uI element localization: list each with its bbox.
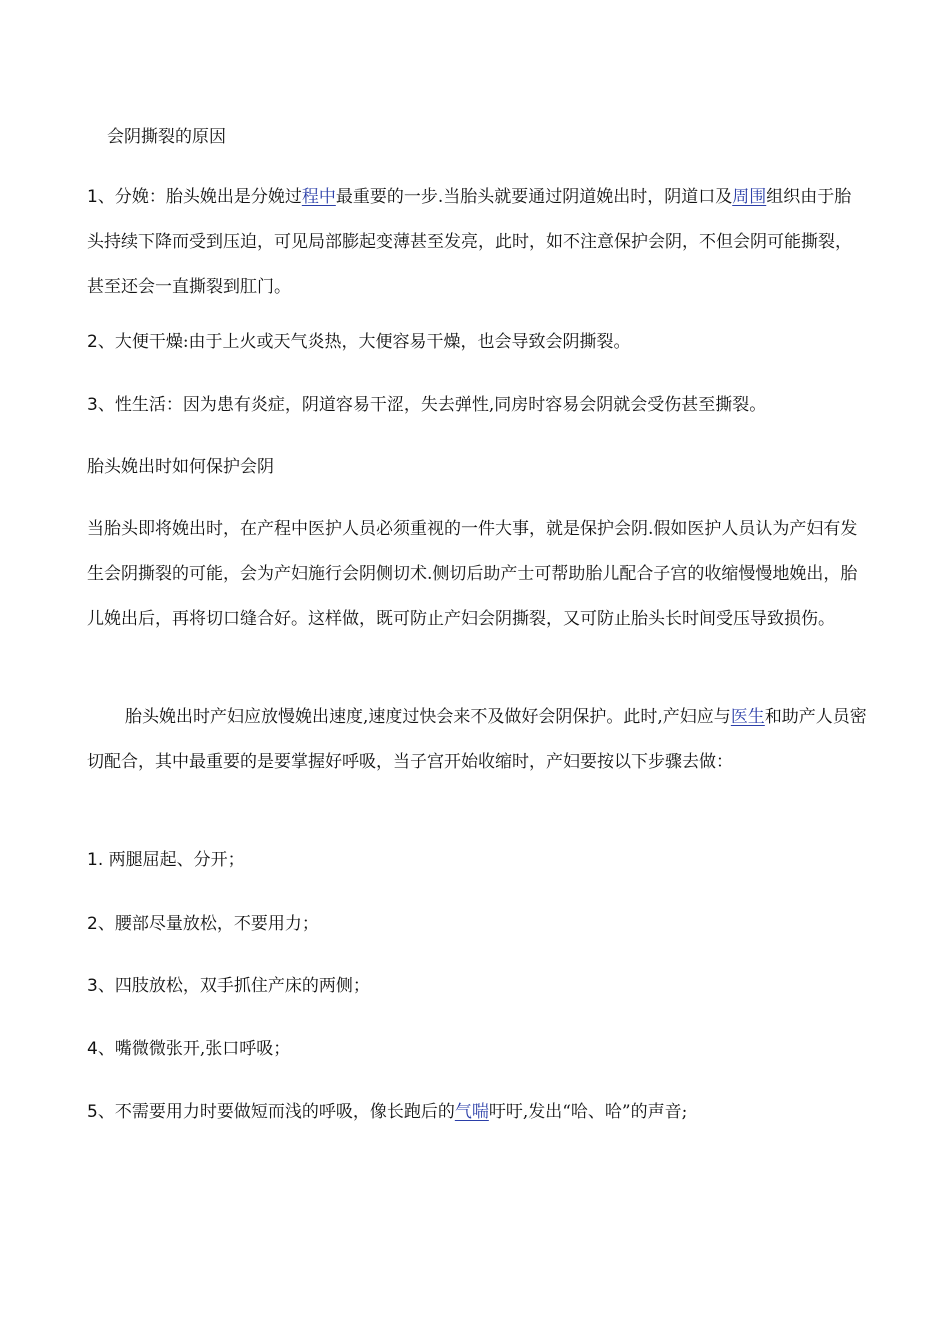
- link-qichuan[interactable]: 气喘: [454, 1102, 489, 1122]
- paragraph-cause-1: [87, 175, 867, 310]
- list-item-text: 、不需要用力时要做短而浅的呼吸，像长跑后的: [97, 1102, 455, 1122]
- list-item-text: 吁吁,发出“哈、哈”的声音;: [488, 1102, 688, 1122]
- paragraph-text: 最重要的一步.当胎头就要通过阴道娩出时，阴道口及: [335, 187, 733, 207]
- list-number: 3: [87, 976, 98, 996]
- list-item-text: 、腰部尽量放松，不要用力；: [97, 914, 319, 934]
- link-yisheng[interactable]: 医生: [730, 707, 765, 727]
- list-item: [87, 838, 867, 883]
- paragraph-text: 和助产人员密切配合，其中最重要的是要掌握好呼吸，当子宫开始收缩时，产妇要按以下步骤去做：: [87, 707, 867, 772]
- heading-causes: 会阴撕裂的原因: [107, 127, 226, 147]
- list-item: [87, 1090, 867, 1135]
- list-number: 1.: [87, 850, 104, 870]
- paragraph-breathing: [87, 695, 867, 785]
- paragraph-text: 、大便干燥:由于上火或天气炎热，大便容易干燥，也会导致会阴撕裂。: [97, 332, 631, 352]
- list-number: 1: [87, 187, 98, 207]
- paragraph-text: 、分娩：胎头娩出是分娩过: [97, 187, 302, 207]
- list-item-text: 、四肢放松，双手抓住产床的两侧；: [97, 976, 370, 996]
- link-zhouwei[interactable]: 周围: [732, 187, 767, 207]
- paragraph-protection: 当胎头即将娩出时，在产程中医护人员必须重视的一件大事，就是保护会阴.假如医护人员认为产妇有发生会阴撕裂的可能，会为产妇施行会阴侧切术.侧切后助产士可帮助胎儿配合子宫的收缩慢慢地娩出，胎儿娩出后，再将切口缝合好。这样做，既可防止产妇会阴撕裂，又可防止胎头长时间受压导致损伤。: [87, 519, 858, 629]
- list-number: 2: [87, 914, 98, 934]
- list-item-text: 、嘴微微张开,张口呼吸；: [97, 1039, 291, 1059]
- list-number: 2: [87, 332, 98, 352]
- list-item: [87, 964, 867, 1009]
- list-number: 3: [87, 395, 98, 415]
- list-item: [87, 902, 867, 947]
- paragraph-text: 、性生活：因为患有炎症，阴道容易干涩，失去弹性,同房时容易会阴就会受伤甚至撕裂。: [97, 395, 767, 415]
- link-chengzhong[interactable]: 程中: [301, 187, 336, 207]
- paragraph-cause-3: [87, 383, 867, 428]
- paragraph-text: 胎头娩出时产妇应放慢娩出速度,速度过快会来不及做好会阴保护。此时,产妇应与: [125, 707, 731, 727]
- list-number: 5: [87, 1102, 98, 1122]
- paragraph-cause-2: [87, 320, 867, 365]
- list-item: [87, 1027, 867, 1072]
- paragraph-text: 组织由于胎头持续下降而受到压迫，可见局部膨起变薄甚至发亮，此时，如不注意保护会阴，不但会阴可能撕裂，甚至还会一直撕裂到肛门。: [87, 187, 852, 297]
- list-number: 4: [87, 1039, 98, 1059]
- list-item-text: 两腿屈起、分开；: [103, 850, 245, 870]
- heading-protection: 胎头娩出时如何保护会阴: [87, 457, 274, 477]
